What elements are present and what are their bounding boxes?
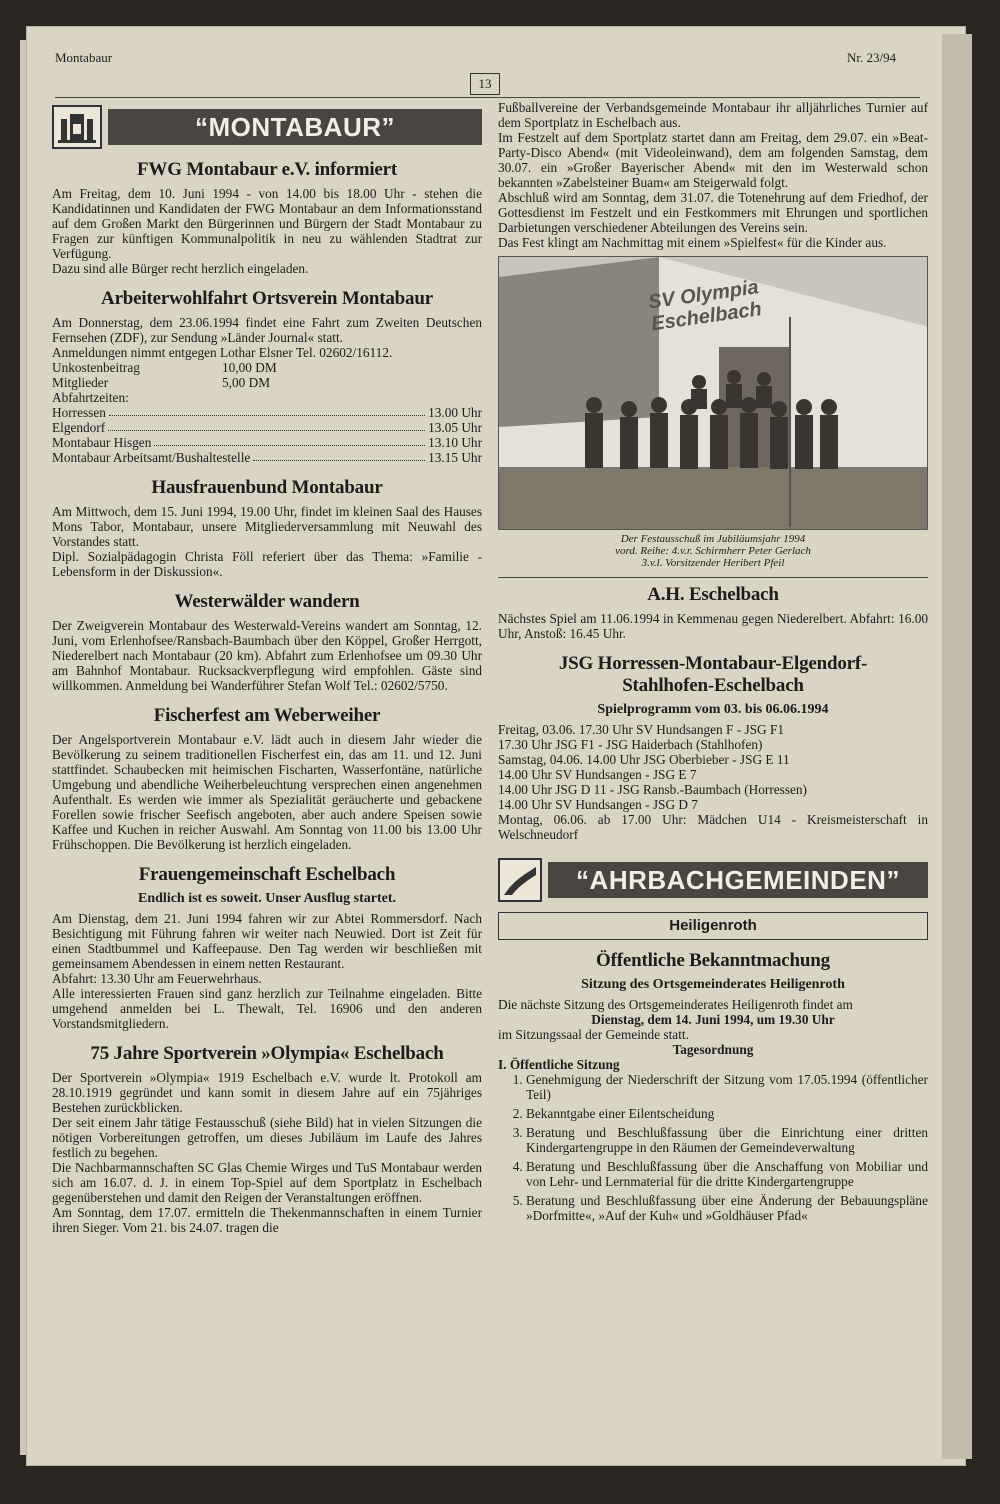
notice-date: Dienstag, dem 14. Juni 1994, um 19.30 Uhr — [591, 1012, 835, 1027]
ah-heading: A.H. Eschelbach — [647, 584, 779, 605]
photo-sign-text: SV Olympia Eschelbach — [646, 276, 764, 336]
jsg-subheading: Spielprogramm vom 03. bis 06.06.1994 — [597, 702, 829, 717]
notice-intro: Die nächste Sitzung des Ortsgemeinderates Heiligenroth findet am — [498, 997, 853, 1012]
header-town: Montabaur — [55, 50, 113, 65]
hausfrauen-text: Am Mittwoch, dem 15. Juni 1994, 19.00 Uhr, findet im kleinen Saal des Hauses Mons Tabor, Montabaur, unsere Mitgliederversammlung mit Neuwahl des Vorstandes statt. Dipl. Sozialpädagogin Christa Föll referiert über das Thema: »Familie - Lebensform in der Diskussion«. — [52, 504, 482, 579]
jsg-heading: JSG Horressen-Montabaur-Elgendorf-Stahlhofen-Eschelbach — [558, 653, 868, 696]
frauen-subheading: Endlich ist es soweit. Unser Ausflug startet. — [138, 891, 396, 906]
jsg-line: 14.00 Uhr JSG D 11 - JSG Ransb.-Baumbach (Horressen) — [498, 782, 807, 797]
left-column — [52, 105, 482, 1235]
sportverein-heading: 75 Jahre Sportverein »Olympia« Eschelbach — [90, 1043, 444, 1064]
fischer-text: Der Angelsportverein Montabaur e.V. lädt auch in diesem Jahr wieder die Bevölkerung zu seinem traditionellen Fischerfest ein, das am 11. und 12. Juni stattfindet. Schaubecken mit heimischen Fischarten, Wasserfontäne, natürliche Umgebung und abendliche Weiherbeleuchtung versprechen einen angenehmen Aufenthalt. Es werden wie immer als Spezialität geräucherte und gebackene Forellen sowie frischer Seefisch angeboten, aber auch andere Speisen sowie Kaffee und Kuchen in reicher Auswahl. Am Sonntag von 11.00 bis 13.00 Uhr Frühschoppen. Die Bevölkerung ist herzlich eingeladen. — [52, 732, 482, 852]
departure-row: Horressen 13.00 Uhr — [52, 405, 482, 420]
jsg-line: Samstag, 04.06. 14.00 Uhr JSG Oberbieber - JSG E 11 — [498, 752, 790, 767]
jsg-line: Freitag, 03.06. 17.30 Uhr SV Hundsangen F - JSG F1 — [498, 722, 785, 737]
coat-of-arms-icon — [52, 105, 102, 149]
notice-heading: Öffentliche Bekanntmachung — [596, 950, 830, 971]
agenda-item: 1. Genehmigung der Niederschrift der Sitzung vom 17.05.1994 (öffentlicher Teil) — [526, 1072, 928, 1102]
photo-caption: Der Festausschuß im Jubiläumsjahr 1994 vord. Reihe: 4.v.r. Schirmherr Peter Gerlach 3.v.l. Vorsitzender Heribert Pfeil — [615, 533, 811, 569]
wandern-text: Der Zweigverein Montabaur des Westerwald-Vereins wandert am Sonntag, 12. Juni, vom Erlenhofsee/Ransbach-Baumbach über den Köppel, Großer Herrgott, Niederelbert nach Montabaur (20 km). Abfahrt zum Erlenhofsee um 09.30 Uhr am Bahnhof Montabaur. Rucksackverpflegung wird empfohlen. Gäste sind willkommen. Anmeldung bei Wanderführer Stefan Wolf Tel.: 02602/5750. — [52, 618, 482, 693]
ah-text: Nächstes Spiel am 11.06.1994 in Kemmenau gegen Niederelbert. Abfahrt: 16.00 Uhr, Anstoß: 16.45 Uhr. — [498, 611, 928, 641]
cost-row: Mitglieder 5,00 DM — [52, 375, 271, 390]
departure-row: Elgendorf 13.05 Uhr — [52, 420, 482, 435]
notice-place: im Sitzungssaal der Gemeinde statt. — [498, 1027, 689, 1042]
notice-subheading: Sitzung des Ortsgemeinderates Heiligenroth — [581, 977, 845, 992]
fwg-heading: FWG Montabaur e.V. informiert — [137, 159, 397, 180]
sportverein-continuation: Fußballvereine der Verbandsgemeinde Montabaur ihr alljährliches Turnier auf dem Sportplatz in Eschelbach aus. Im Festzelt auf dem Sportplatz startet dann am Freitag, dem 29.07. ein »Beat-Party-Disco Abend« (mit Videoleinwand), dem am folgenden Samstag, dem 30.07. ein »Großer Bayerischer Abend« mit den im Westerwald schon bekannten »Zabelsteiner Buam« am Steigerwald folgt. Abschluß wird am Sonntag, dem 31.07. die Totenehrung auf dem Friedhof, der Gottesdienst im Festzelt und ein Festkommers mit Ehrungen und sportlichen Darbietungen verschiedener Abteilungen des Vereins sein. Das Fest klingt am Nachmittag mit einem »Spielfest« für die Kinder aus. — [498, 100, 928, 250]
club-photo — [498, 256, 928, 530]
agenda-list — [498, 1072, 928, 1223]
jsg-line: Montag, 06.06. ab 17.00 Uhr: Mädchen U14 - Kreismeisterschaft in Welschneudorf — [498, 812, 928, 842]
section-banner-title: “MONTABAUR” — [108, 109, 482, 145]
hausfrauen-heading: Hausfrauenbund Montabaur — [151, 477, 383, 498]
fwg-text: Am Freitag, dem 10. Juni 1994 - von 14.00 bis 18.00 Uhr - stehen die Kandidatinnen und Kandidaten der FWG Montabaur an dem Informationsstand auf dem Großen Markt den Bürgerinnen und Bürgern der Stadt Montabaur zu Fragen zur künftigen Kommunalpolitik in neu zu wählenden Stadtrat zur Verfügung. Dazu sind alle Bürger recht herzlich eingeladen. — [52, 186, 482, 276]
divider — [498, 577, 928, 578]
jsg-line: 17.30 Uhr JSG F1 - JSG Haiderbach (Stahlhofen) — [498, 737, 763, 752]
frauen-heading: Frauengemeinschaft Eschelbach — [138, 864, 396, 885]
departure-label: Abfahrtzeiten: — [52, 390, 129, 405]
jsg-line: 14.00 Uhr SV Hundsangen - JSG E 7 — [498, 767, 697, 782]
public-session-label: I. Öffentliche Sitzung — [498, 1057, 620, 1072]
agenda-item: 5. Beratung und Beschlußfassung über eine Änderung der Bebauungspläne »Dorfmitte«, »Auf der Kuh« und »Goldhäuser Pfad« — [526, 1193, 928, 1223]
section-banner-title: “AHRBACHGEMEINDEN” — [548, 862, 928, 898]
sportverein-text: Der Sportverein »Olympia« 1919 Eschelbach e.V. wurde lt. Protokoll am 28.10.1919 gegründet und kann somit in diesem Jahre auf ein 75jähriges Bestehen zurückblicken. Der seit einem Jahr tätige Festausschuß (siehe Bild) hat in vielen Sitzungen die nötigen Vorbereitungen getroffen, um dieses Jubiläum im Laufe des Jahres festlich zu begehen. Die Nachbarmannschaften SC Glas Chemie Wirges und TuS Montabaur werden sich am 16.07. d. J. in einem Top-Spiel auf dem Sportplatz in Eschelbach gegenüberstehen und damit den Reigen der Veranstaltungen eröffnen. Am Sonntag, dem 17.07. ermitteln die Thekenmannschaften in einem Turnier ihren Sieger. Vom 21. bis 24.07. tragen die — [52, 1070, 482, 1235]
departure-row: Montabaur Hisgen 13.10 Uhr — [52, 435, 482, 450]
agenda-item: 4. Beratung und Beschlußfassung über die Anschaffung von Mobiliar und von Lehr- und Lernmaterial für die dritte Kindergartengruppe — [526, 1159, 928, 1189]
awo-heading: Arbeiterwohlfahrt Ortsverein Montabaur — [101, 288, 433, 309]
wandern-heading: Westerwälder wandern — [174, 591, 360, 612]
agenda-item: 3. Beratung und Beschlußfassung über die Einrichtung einer dritten Kindergartengruppe in den Räumen der Gemeindeverwaltung — [526, 1125, 928, 1155]
departure-row: Montabaur Arbeitsamt/Bushaltestelle 13.15 Uhr — [52, 450, 482, 465]
jsg-line: 14.00 Uhr SV Hundsangen - JSG D 7 — [498, 797, 698, 812]
ahrbach-logo-icon — [498, 858, 542, 902]
frauen-text: Am Dienstag, dem 21. Juni 1994 fahren wir zur Abtei Rommersdorf. Nach Besichtigung mit Führung fahren wir weiter nach Neuwied. Dort ist Zeit für einen Stadtbummel und Kaffeepause. Den Tag werden wir beschließen mit gemeinsamem Abendessen in einem netten Restaurant. Abfahrt: 13.30 Uhr am Feuerwehrhaus. Alle interessierten Frauen sind ganz herzlich zur Teilnahme eingeladen. Bitte umgehend anmelden bei L. Thewalt, Tel. 16906 und den anderen Vorstandsmitgliedern. — [52, 911, 482, 1031]
agenda-label: Tagesordnung — [672, 1042, 754, 1057]
issue-number: Nr. 23/94 — [847, 50, 897, 65]
ahrbach-banner — [498, 858, 928, 902]
header-rule — [55, 97, 920, 98]
page-number: 13 — [470, 73, 500, 95]
right-column — [498, 100, 928, 1227]
cost-row: Unkostenbeitrag 10,00 DM — [52, 360, 277, 375]
montabaur-banner — [52, 105, 482, 149]
awo-text: Am Donnerstag, dem 23.06.1994 findet eine Fahrt zum Zweiten Deutschen Fernsehen (ZDF), zur Sendung »Länder Journal« statt. Anmeldungen nimmt entgegen Lothar Elsner Tel. 02602/16112. — [52, 315, 482, 360]
page-edge-shadow-right — [942, 34, 972, 1459]
heiligenroth-box: Heiligenroth — [498, 912, 928, 940]
agenda-item: 2. Bekanntgabe einer Eilentscheidung — [526, 1106, 928, 1121]
fischer-heading: Fischerfest am Weberweiher — [153, 705, 381, 726]
